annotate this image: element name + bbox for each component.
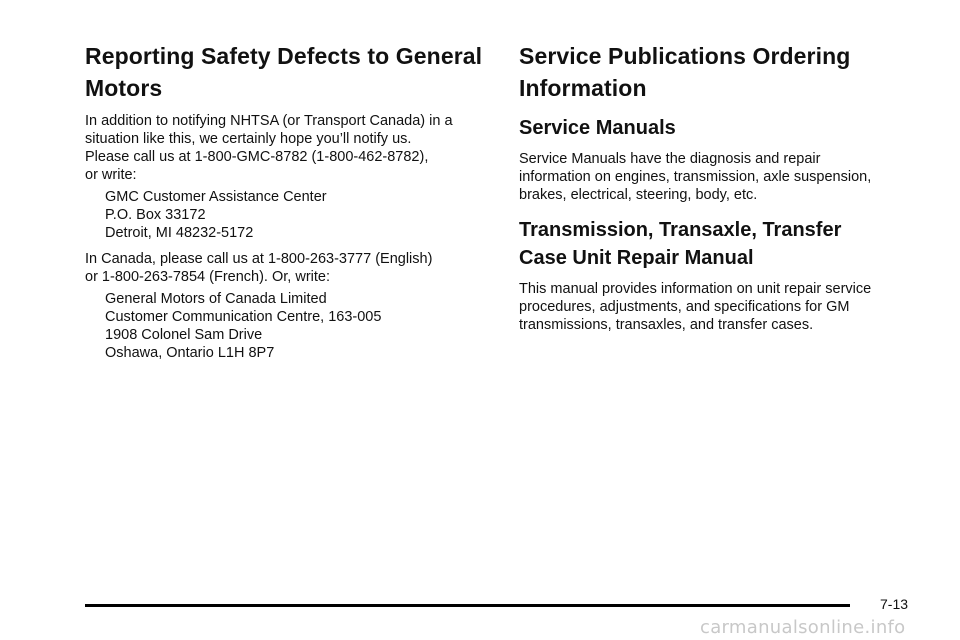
canada-address-block: General Motors of Canada Limited Customer Communication Centre, 163-005 1908 Colonel Sam Drive Oshawa, Ontario L1H 8P7 (105, 291, 382, 361)
us-address-block: GMC Customer Assistance Center P.O. Box 33172 Detroit, MI 48232-5172 (105, 189, 327, 241)
intro-paragraph: In addition to notifying NHTSA (or Transport Canada) in a situation like this, we certainly hope you’ll notify us. Please call us at 1-800-GMC-8782 (1-800-462-8782), or write: (85, 113, 453, 183)
page-number: 7-13 (880, 596, 909, 612)
service-manuals-paragraph: Service Manuals have the diagnosis and repair information on engines, transmission, axle suspension, brakes, electrical, steering, body, etc. (519, 151, 872, 203)
subheading-transmission-manual: Transmission, Transaxle, Transfer Case Unit Repair Manual (519, 219, 842, 269)
canada-paragraph: In Canada, please call us at 1-800-263-3777 (English) or 1-800-263-7854 (French). Or, write: (85, 251, 433, 285)
left-column (85, 40, 495, 370)
section-heading-service-publications: Service Publications Ordering Information (519, 43, 851, 101)
watermark: carmanualsonline.info (700, 617, 906, 638)
footer-rule (85, 604, 850, 607)
right-column (519, 40, 939, 334)
transmission-manual-paragraph: This manual provides information on unit repair service procedures, adjustments, and specifications for GM transmissions, transaxles, and transfer cases. (519, 281, 872, 333)
subheading-service-manuals: Service Manuals (519, 117, 676, 139)
section-heading-safety-defects: Reporting Safety Defects to General Motors (85, 43, 483, 101)
